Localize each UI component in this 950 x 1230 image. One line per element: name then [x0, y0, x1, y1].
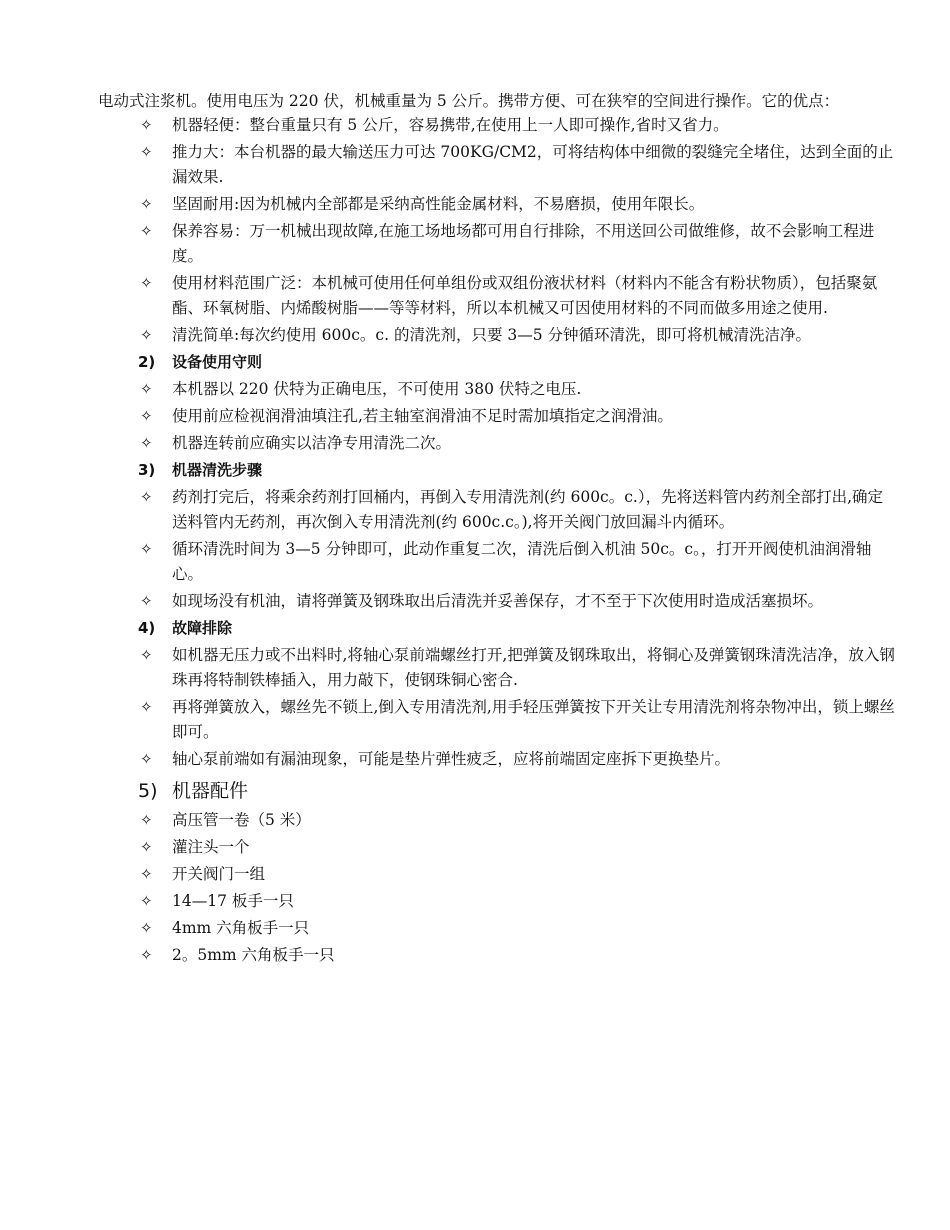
accessories-list	[98, 808, 898, 968]
list-item: ✧ 机器连转前应确实以洁净专用清洗二次。	[98, 431, 898, 456]
list-item: ✧ 如机器无压力或不出料时,将轴心泵前端螺丝打开,把弹簧及钢珠取出，将铜心及弹簧钢珠清洗洁净，放入钢珠再将特制铁棒插入，用力敲下，使钢珠铜心密合.	[98, 643, 898, 693]
diamond-bullet-icon: ✧	[140, 946, 153, 964]
list-item: ✧ 推力大：本台机器的最大输送压力可达 700KG/CM2，可将结构体中细微的裂缝完全堵住，达到全面的止漏效果.	[98, 140, 898, 190]
list-item: ✧ 轴心泵前端如有漏油现象，可能是垫片弹性疲乏，应将前端固定座拆下更换垫片。	[98, 747, 898, 772]
section-heading-cleaning-steps: 3) 机器清洗步骤	[138, 461, 263, 479]
diamond-bullet-icon: ✧	[140, 326, 153, 344]
list-item: ✧ 坚固耐用:因为机械内全部都是采纳高性能金属材料，不易磨损，使用年限长。	[98, 192, 898, 217]
diamond-bullet-icon: ✧	[140, 222, 153, 240]
diamond-bullet-icon: ✧	[140, 750, 153, 768]
list-item: ✧ 循环清洗时间为 3—5 分钟即可，此动作重复二次，清洗后倒入机油 50c。c。，打开开阀使机油润滑轴心。	[98, 537, 898, 587]
list-item: ✧ 使用材料范围广泛：本机械可使用任何单组份或双组份液状材料（材料内不能含有粉状物质），包括聚氨酯、环氧树脂、内烯酸树脂——等等材料，所以本机械又可因使用材料的不同而做多用途之使用.	[98, 271, 898, 321]
intro-paragraph: 电动式注浆机。使用电压为 220 伏，机械重量为 5 公斤。携带方便、可在狭窄的空间进行操作。它的优点：	[98, 92, 840, 110]
list-item: ✧ 本机器以 220 伏特为正确电压，不可使用 380 伏特之电压.	[98, 377, 898, 402]
cleaning-steps-list	[98, 485, 898, 614]
diamond-bullet-icon: ✧	[140, 811, 153, 829]
diamond-bullet-icon: ✧	[140, 407, 153, 425]
list-item: ✧ 药剂打完后，将乘余药剂打回桶内，再倒入专用清洗剂(约 600c。c.），先将送料管内药剂全部打出,确定送料管内无药剂，再次倒入专用清洗剂(约 600c.c。),将开关阀门放回漏斗内循环。	[98, 485, 898, 535]
section-heading-accessories: 5) 机器配件	[138, 780, 249, 802]
diamond-bullet-icon: ✧	[140, 116, 153, 134]
list-item: ✧ 再将弹簧放入，螺丝先不锁上,倒入专用清洗剂,用手轻压弹簧按下开关让专用清洗剂将杂物冲出，锁上螺丝即可。	[98, 695, 898, 745]
diamond-bullet-icon: ✧	[140, 865, 153, 883]
list-item: ✧ 清洗简单:每次约使用 600c。c. 的清洗剂，只要 3—5 分钟循环清洗，即可将机械清洗洁净。	[98, 323, 898, 348]
diamond-bullet-icon: ✧	[140, 540, 153, 558]
diamond-bullet-icon: ✧	[140, 892, 153, 910]
section-heading-troubleshooting: 4) 故障排除	[138, 619, 233, 637]
diamond-bullet-icon: ✧	[140, 380, 153, 398]
list-item: ✧ 机器轻便：整台重量只有 5 公斤，容易携带,在使用上一人即可操作,省时又省力。	[98, 113, 898, 138]
diamond-bullet-icon: ✧	[140, 919, 153, 937]
diamond-bullet-icon: ✧	[140, 698, 153, 716]
list-item: ✧ 14—17 板手一只	[98, 889, 898, 914]
list-item: ✧ 保养容易：万一机械出现故障,在施工场地场都可用自行排除，不用送回公司做维修，故不会影响工程进度。	[98, 219, 898, 269]
diamond-bullet-icon: ✧	[140, 434, 153, 452]
diamond-bullet-icon: ✧	[140, 838, 153, 856]
diamond-bullet-icon: ✧	[140, 143, 153, 161]
section-heading-usage-rules: 2) 设备使用守则	[138, 353, 263, 371]
list-item: ✧ 2。5mm 六角板手一只	[98, 943, 898, 968]
diamond-bullet-icon: ✧	[140, 488, 153, 506]
document-page	[98, 89, 898, 970]
list-item: ✧ 如现场没有机油，请将弹簧及钢珠取出后清洗并妥善保存，才不至于下次使用时造成活塞损坏。	[98, 589, 898, 614]
list-item: ✧ 开关阀门一组	[98, 862, 898, 887]
list-item: ✧ 4mm 六角板手一只	[98, 916, 898, 941]
diamond-bullet-icon: ✧	[140, 274, 153, 292]
diamond-bullet-icon: ✧	[140, 195, 153, 213]
diamond-bullet-icon: ✧	[140, 646, 153, 664]
troubleshooting-list	[98, 643, 898, 772]
list-item: ✧ 灌注头一个	[98, 835, 898, 860]
list-item: ✧ 高压管一卷（5 米）	[98, 808, 898, 833]
advantages-list	[98, 113, 898, 348]
usage-rules-list	[98, 377, 898, 456]
list-item: ✧ 使用前应检视润滑油填注孔,若主轴室润滑油不足时需加填指定之润滑油。	[98, 404, 898, 429]
diamond-bullet-icon: ✧	[140, 592, 153, 610]
